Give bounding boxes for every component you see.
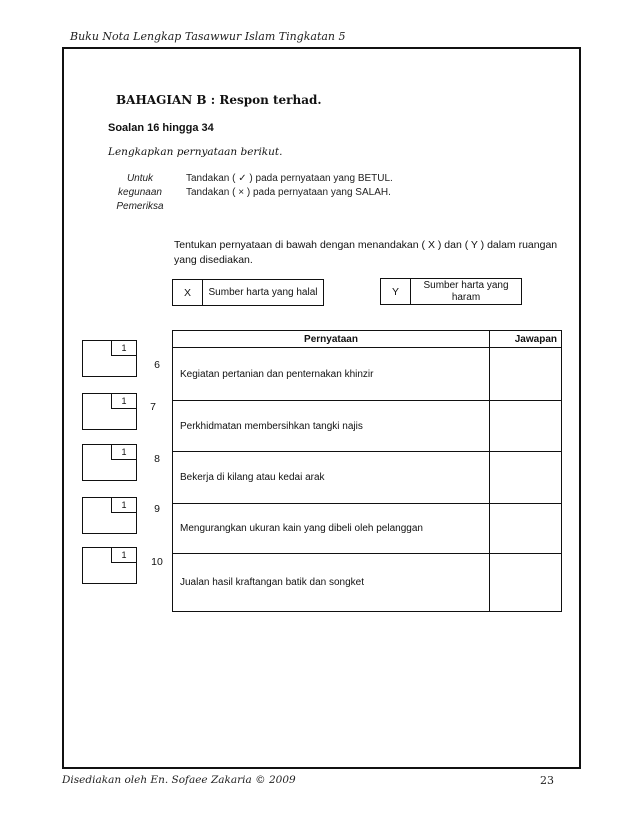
header-answer: Jawapan: [490, 331, 562, 348]
answer-cell[interactable]: [490, 504, 562, 554]
key-text-y: Sumber harta yang haram: [423, 279, 509, 303]
key-box-y: [380, 278, 522, 305]
table-row: [173, 554, 562, 612]
mark-wrong-instruction: Tandakan ( × ) pada pernyataan yang SALAH.: [186, 187, 391, 198]
answer-cell[interactable]: [490, 452, 562, 504]
question-number: 7: [150, 401, 156, 413]
statement-cell: Perkhidmatan membersihkan tangki najis: [173, 401, 490, 452]
page-number: 23: [540, 774, 554, 787]
key-letter-x: X: [173, 280, 203, 305]
question-number: 8: [154, 453, 160, 465]
mark-value: 1: [111, 341, 136, 356]
table-row: [173, 504, 562, 554]
statement-cell: Jualan hasil kraftangan batik dan songket: [173, 554, 490, 612]
mark-value: 1: [111, 498, 136, 513]
question-number: 6: [154, 359, 160, 371]
mark-box: [82, 393, 137, 430]
answer-cell[interactable]: [490, 401, 562, 452]
instruction-text: Lengkapkan pernyataan berikut.: [108, 146, 283, 158]
table-row: [173, 452, 562, 504]
question-prompt: Tentukan pernyataan di bawah dengan menandakan ( X ) dan ( Y ) dalam ruangan yang disediakan.: [174, 239, 558, 266]
header-statement: Pernyataan: [173, 331, 490, 348]
question-number: 9: [154, 503, 160, 515]
mark-box: [82, 497, 137, 534]
examiner-line-3: Pemeriksa: [116, 201, 164, 212]
marking-instructions: [186, 172, 393, 200]
statement-table: [172, 330, 562, 612]
key-box-x: [172, 279, 324, 306]
section-title: BAHAGIAN B : Respon terhad.: [116, 93, 322, 107]
table-header-row: [173, 331, 562, 348]
key-text-x: Sumber harta yang halal: [208, 286, 318, 298]
mark-box: [82, 547, 137, 584]
mark-box: [82, 444, 137, 481]
question-range: Soalan 16 hingga 34: [108, 122, 214, 134]
mark-value: 1: [111, 394, 136, 409]
table-row: [173, 401, 562, 452]
mark-correct-instruction: Tandakan ( ✓ ) pada pernyataan yang BETUL.: [186, 173, 393, 184]
statement-cell: Kegiatan pertanian dan penternakan khinzir: [173, 348, 490, 401]
examiner-line-1: Untuk: [126, 173, 154, 184]
mark-value: 1: [111, 445, 136, 460]
key-letter-y: Y: [381, 279, 411, 304]
examiner-use-label: [108, 172, 172, 214]
answer-cell[interactable]: [490, 554, 562, 612]
table-row: [173, 348, 562, 401]
mark-value: 1: [111, 548, 136, 563]
examiner-line-2: kegunaan: [118, 187, 162, 198]
statement-cell: Mengurangkan ukuran kain yang dibeli oleh pelanggan: [173, 504, 490, 554]
mark-box: [82, 340, 137, 377]
question-number: 10: [151, 556, 163, 568]
footer-author: Disediakan oleh En. Sofaee Zakaria © 2009: [62, 774, 296, 786]
answer-cell[interactable]: [490, 348, 562, 401]
statement-cell: Bekerja di kilang atau kedai arak: [173, 452, 490, 504]
running-header: Buku Nota Lengkap Tasawwur Islam Tingkatan 5: [70, 30, 346, 43]
